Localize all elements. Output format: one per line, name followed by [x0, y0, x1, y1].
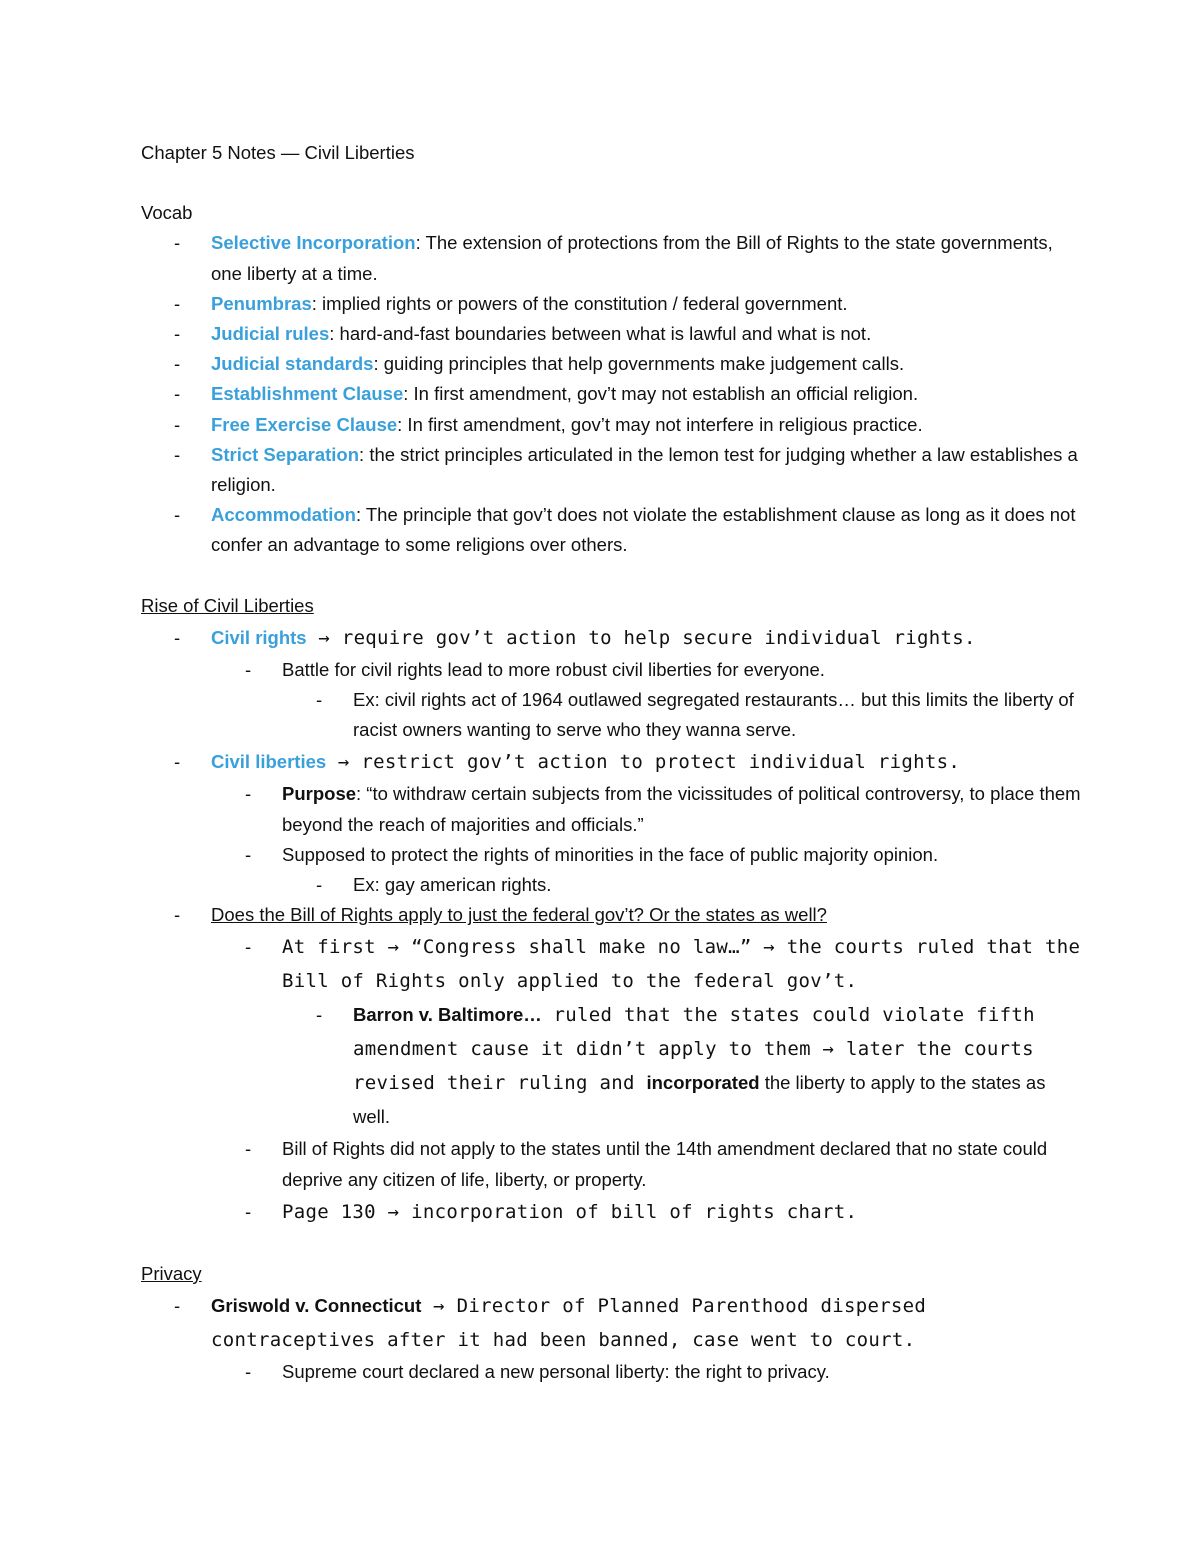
civil-liberties-note: → restrict gov’t action to protect individual rights. [326, 751, 961, 774]
bullet-dash: - [245, 843, 252, 865]
vocab-term: Judicial rules [211, 323, 330, 345]
vocab-item [141, 410, 1081, 440]
bullet-dash: - [245, 1200, 252, 1222]
bullet-dash: - [174, 904, 181, 926]
barron-label: Barron v. Baltimore… [353, 1004, 542, 1026]
barron-tail: the liberty to apply to the states as well. [353, 1072, 1046, 1128]
page-ref-item [141, 1195, 1081, 1229]
vocab-definition: : hard-and-fast boundaries between what is lawful and what is not. [329, 323, 872, 345]
griswold-sub [141, 1357, 1081, 1387]
vocab-term: Judicial standards [211, 353, 374, 375]
incorporated-word: incorporated [646, 1072, 760, 1094]
civil-liberties-term: Civil liberties [211, 751, 327, 773]
vocab-definition: : In first amendment, gov’t may not establish an official religion. [403, 383, 919, 405]
bullet-dash: - [245, 1138, 252, 1160]
vocab-list [141, 228, 1081, 560]
fourteenth-text: Bill of Rights did not apply to the states until the 14th amendment declared that no state could deprive any citizen of life, liberty, or property. [282, 1138, 1048, 1190]
bullet-dash: - [174, 751, 181, 773]
rise-heading: Rise of Civil Liberties [141, 594, 314, 616]
vocab-item [141, 289, 1081, 319]
vocab-item [141, 319, 1081, 349]
page-title: Chapter 5 Notes — Civil Liberties [141, 142, 415, 163]
bullet-dash: - [174, 232, 181, 254]
vocab-term: Strict Separation [211, 443, 360, 465]
bullet-dash: - [316, 874, 323, 896]
bullet-dash: - [174, 413, 181, 435]
vocab-item [141, 500, 1081, 560]
purpose-label: Purpose [282, 783, 357, 805]
minorities-example [141, 870, 1081, 900]
civil-rights-item [141, 621, 1081, 655]
question-item [141, 900, 1081, 930]
griswold-sub-text: Supreme court declared a new personal liberty: the right to privacy. [282, 1361, 830, 1383]
griswold-note: → Director of Planned Parenthood dispersed contraceptives after it had been banned, case went to court. [211, 1295, 927, 1352]
vocab-item [141, 349, 1081, 379]
vocab-term: Establishment Clause [211, 383, 404, 405]
civil-rights-example-text: Ex: civil rights act of 1964 outlawed segregated restaurants… but this limits the liberty of racist owners wanting to serve who they wanna serve. [353, 689, 1074, 741]
minorities-example-text: Ex: gay american rights. [353, 874, 552, 896]
barron-item [141, 998, 1081, 1134]
purpose-text: : “to withdraw certain subjects from the vicissitudes of political controversy, to place them beyond the reach of majorities and officials.” [282, 783, 1081, 835]
bullet-dash: - [174, 383, 181, 405]
question-text: Does the Bill of Rights apply to just the federal gov’t? Or the states as well? [211, 904, 827, 926]
at-first-text: At first → “Congress shall make no law…” → the courts ruled that the Bill of Rights only applied to the federal gov’t. [282, 936, 1081, 993]
bullet-dash: - [174, 504, 181, 526]
privacy-list [141, 1289, 1081, 1387]
bullet-dash: - [316, 689, 323, 711]
bullet-dash: - [174, 626, 181, 648]
vocab-item [141, 379, 1081, 409]
bullet-dash: - [245, 658, 252, 680]
vocab-heading: Vocab [141, 202, 193, 224]
notes-body [141, 138, 1081, 1387]
vocab-item [141, 440, 1081, 500]
civil-rights-example [141, 685, 1081, 745]
bullet-dash: - [174, 443, 181, 465]
vocab-definition: : The principle that gov’t does not violate the establishment clause as long as it does not confer an advantage to some religions over others. [211, 504, 1076, 556]
bullet-dash: - [245, 783, 252, 805]
civil-rights-sub-text: Battle for civil rights lead to more robust civil liberties for everyone. [282, 658, 825, 680]
vocab-definition: : guiding principles that help governments make judgement calls. [373, 353, 905, 375]
civil-rights-note: → require gov’t action to help secure individual rights. [306, 626, 976, 649]
purpose-item [141, 779, 1081, 839]
vocab-item [141, 228, 1081, 288]
bullet-dash: - [174, 292, 181, 314]
barron-note: ruled that the states could violate fifth amendment cause it didn’t apply to them → later the courts revised their ruling and [353, 1004, 1035, 1095]
vocab-definition: : the strict principles articulated in the lemon test for judging whether a law establishes a religion. [211, 443, 1078, 496]
bullet-dash: - [245, 936, 252, 958]
bullet-dash: - [174, 323, 181, 345]
minorities-item [141, 840, 1081, 870]
vocab-definition: : In first amendment, gov’t may not interfere in religious practice. [397, 413, 923, 435]
bullet-dash: - [174, 1295, 181, 1317]
griswold-item [141, 1289, 1081, 1357]
page-ref-text: Page 130 → incorporation of bill of rights chart. [282, 1200, 858, 1223]
bullet-dash: - [316, 1004, 323, 1026]
rise-list [141, 621, 1081, 1229]
vocab-definition: : The extension of protections from the Bill of Rights to the state governments, one liberty at a time. [211, 232, 1053, 284]
bullet-dash: - [174, 353, 181, 375]
minorities-text: Supposed to protect the rights of minorities in the face of public majority opinion. [282, 843, 939, 865]
civil-rights-term: Civil rights [211, 626, 307, 648]
privacy-heading: Privacy [141, 1262, 202, 1284]
civil-rights-sub [141, 655, 1081, 685]
vocab-definition: : implied rights or powers of the constitution / federal government. [311, 292, 848, 314]
vocab-term: Accommodation [211, 504, 356, 526]
vocab-term: Selective Incorporation [211, 232, 416, 254]
civil-liberties-item [141, 745, 1081, 779]
vocab-term: Penumbras [211, 292, 312, 314]
vocab-term: Free Exercise Clause [211, 413, 398, 435]
at-first-item [141, 930, 1081, 998]
griswold-label: Griswold v. Connecticut [211, 1295, 422, 1317]
fourteenth-item [141, 1134, 1081, 1194]
bullet-dash: - [245, 1361, 252, 1383]
